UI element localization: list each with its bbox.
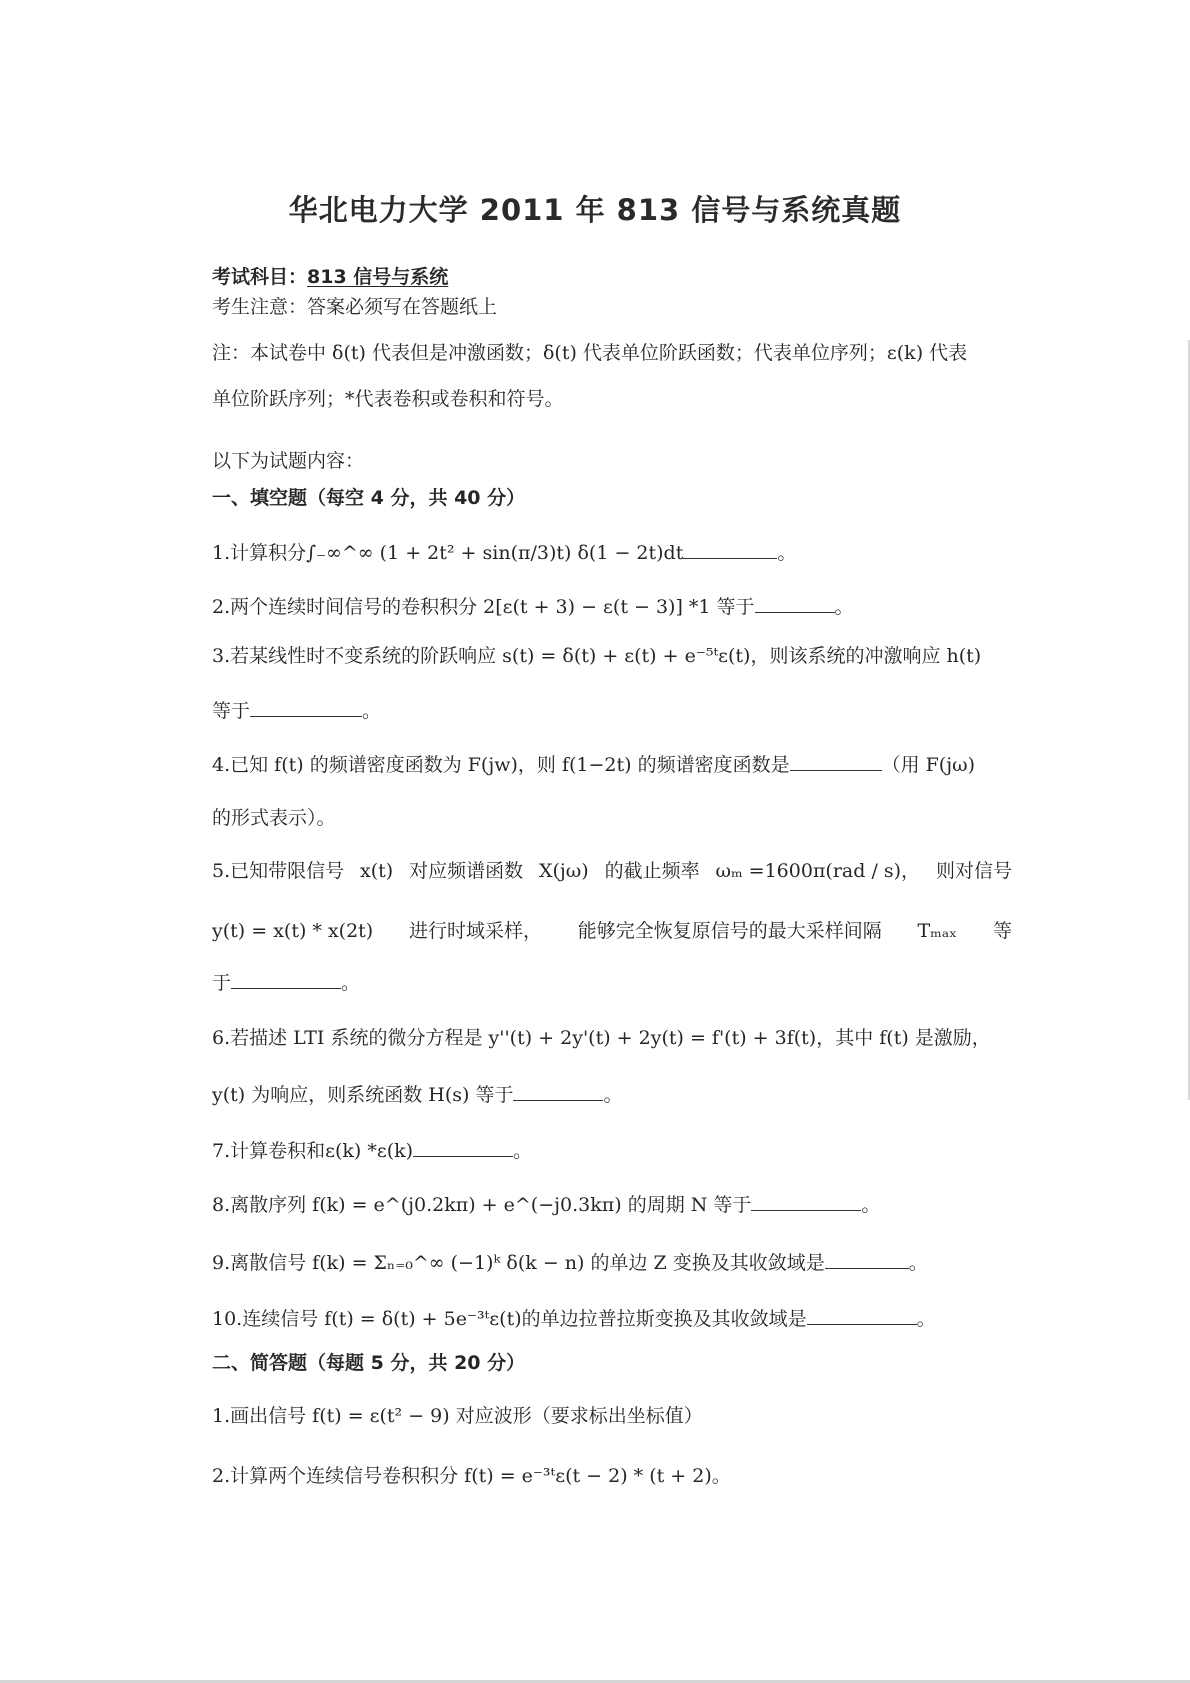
answer-blank	[683, 540, 777, 559]
q5-part: 进行时域采样，	[408, 920, 542, 942]
question-3-line-2	[212, 698, 1012, 724]
exam-notice: 考生注意：答案必须写在答题纸上	[212, 296, 498, 318]
question-6-text: y(t) 为响应，则系统函数 H(s) 等于	[212, 1084, 514, 1106]
note-line-2: 单位阶跃序列；*代表卷积或卷积和符号。	[212, 388, 564, 410]
period: 。	[834, 596, 854, 618]
q5-part: y(t) = x(t) * x(2t)	[212, 920, 374, 942]
short-answer-2: 2.计算两个连续信号卷积积分 f(t) = e⁻³ᵗε(t − 2) * (t + 2)。	[212, 1465, 731, 1487]
question-5-text: 于	[212, 972, 232, 994]
question-3-line-1: 3.若某线性时不变系统的阶跃响应 s(t) = δ(t) + ε(t) + e⁻⁵ᵗε(t)，则该系统的冲激响应 h(t)	[212, 645, 982, 667]
q5-part: ωₘ =1600π(rad / s)，	[715, 860, 921, 882]
question-4-line-1	[212, 752, 1012, 778]
question-2	[212, 594, 1012, 620]
short-answer-1: 1.画出信号 f(t) = ε(t² − 9) 对应波形（要求标出坐标值）	[212, 1405, 703, 1427]
q5-part: Tₘₐₓ	[917, 920, 958, 942]
intro-text: 以下为试题内容：	[212, 450, 365, 472]
question-1	[212, 540, 1012, 566]
period: 。	[362, 700, 382, 722]
question-5-line-2	[212, 918, 1012, 944]
section1-heading: 一、填空题（每空 4 分，共 40 分）	[212, 487, 526, 509]
page-title: 华北电力大学 2011 年 813 信号与系统真题	[288, 193, 902, 227]
answer-blank	[250, 698, 362, 717]
period: 。	[916, 1308, 936, 1330]
period: 。	[777, 542, 797, 564]
question-9-text: 9.离散信号 f(k) = Σₙ₌₀^∞ (−1)ᵏ δ(k − n) 的单边 Z 变换及其收敛域是	[212, 1252, 825, 1274]
answer-blank	[513, 1082, 603, 1101]
q5-part: 的截止频率	[604, 860, 700, 882]
subject-label: 考试科目：	[212, 266, 308, 288]
question-4-line-2: 的形式表示）。	[212, 807, 336, 829]
note-line-1: 注：本试卷中 δ(t) 代表但是冲激函数；δ(t) 代表单位阶跃函数；代表单位序列；ε(k) 代表	[212, 342, 968, 364]
answer-blank	[825, 1250, 909, 1269]
section2-heading: 二、简答题（每题 5 分，共 20 分）	[212, 1352, 526, 1374]
period: 。	[513, 1140, 533, 1162]
question-2-text: 2.两个连续时间信号的卷积积分 2[ε(t + 3) − ε(t − 3)] *1 等于	[212, 596, 755, 618]
question-7-text: 7.计算卷积和ε(k) *ε(k)	[212, 1140, 414, 1162]
question-1-text: 1.计算积分∫₋∞^∞ (1 + 2t² + sin(π/3)t) δ(1 − 2t)dt	[212, 542, 684, 564]
q5-part: 对应频谱函数	[409, 860, 524, 882]
question-4-text: 4.已知 f(t) 的频谱密度函数为 F(jw)，则 f(1−2t) 的频谱密度函数是	[212, 754, 790, 776]
answer-blank	[413, 1138, 513, 1157]
question-5-line-1	[212, 858, 1012, 884]
q5-part: 5.已知带限信号	[212, 860, 345, 882]
period: 。	[908, 1252, 928, 1274]
q5-part: X(jω)	[538, 860, 589, 882]
question-9	[212, 1250, 1012, 1276]
q5-part: 能够完全恢复原信号的最大采样间隔	[577, 920, 882, 942]
question-4-hint: （用 F(jω)	[881, 754, 976, 776]
question-8	[212, 1192, 1012, 1218]
question-8-text: 8.离散序列 f(k) = e^(j0.2kπ) + e^(−j0.3kπ) 的周期 N 等于	[212, 1194, 752, 1216]
question-6-line-2	[212, 1082, 1012, 1108]
answer-blank	[751, 1192, 861, 1211]
q5-part: 等	[992, 920, 1012, 942]
q5-part: 则对信号	[935, 860, 1012, 882]
answer-blank	[231, 970, 341, 989]
answer-blank	[790, 752, 882, 771]
subject-line	[212, 264, 1012, 290]
answer-blank	[755, 594, 835, 613]
question-6-line-1: 6.若描述 LTI 系统的微分方程是 y''(t) + 2y'(t) + 2y(t) = f'(t) + 3f(t)，其中 f(t) 是激励，	[212, 1027, 991, 1049]
question-5-line-3	[212, 970, 1012, 996]
question-10-text: 10.连续信号 f(t) = δ(t) + 5e⁻³ᵗε(t)的单边拉普拉斯变换及其收敛域是	[212, 1308, 807, 1330]
period: 。	[341, 972, 361, 994]
subject-value: 813 信号与系统	[307, 266, 449, 288]
question-10	[212, 1306, 1012, 1332]
question-3-text: 等于	[212, 700, 251, 722]
question-7	[212, 1138, 1012, 1164]
period: 。	[603, 1084, 623, 1106]
answer-blank	[807, 1306, 917, 1325]
period: 。	[861, 1194, 881, 1216]
q5-part: x(t)	[360, 860, 394, 882]
